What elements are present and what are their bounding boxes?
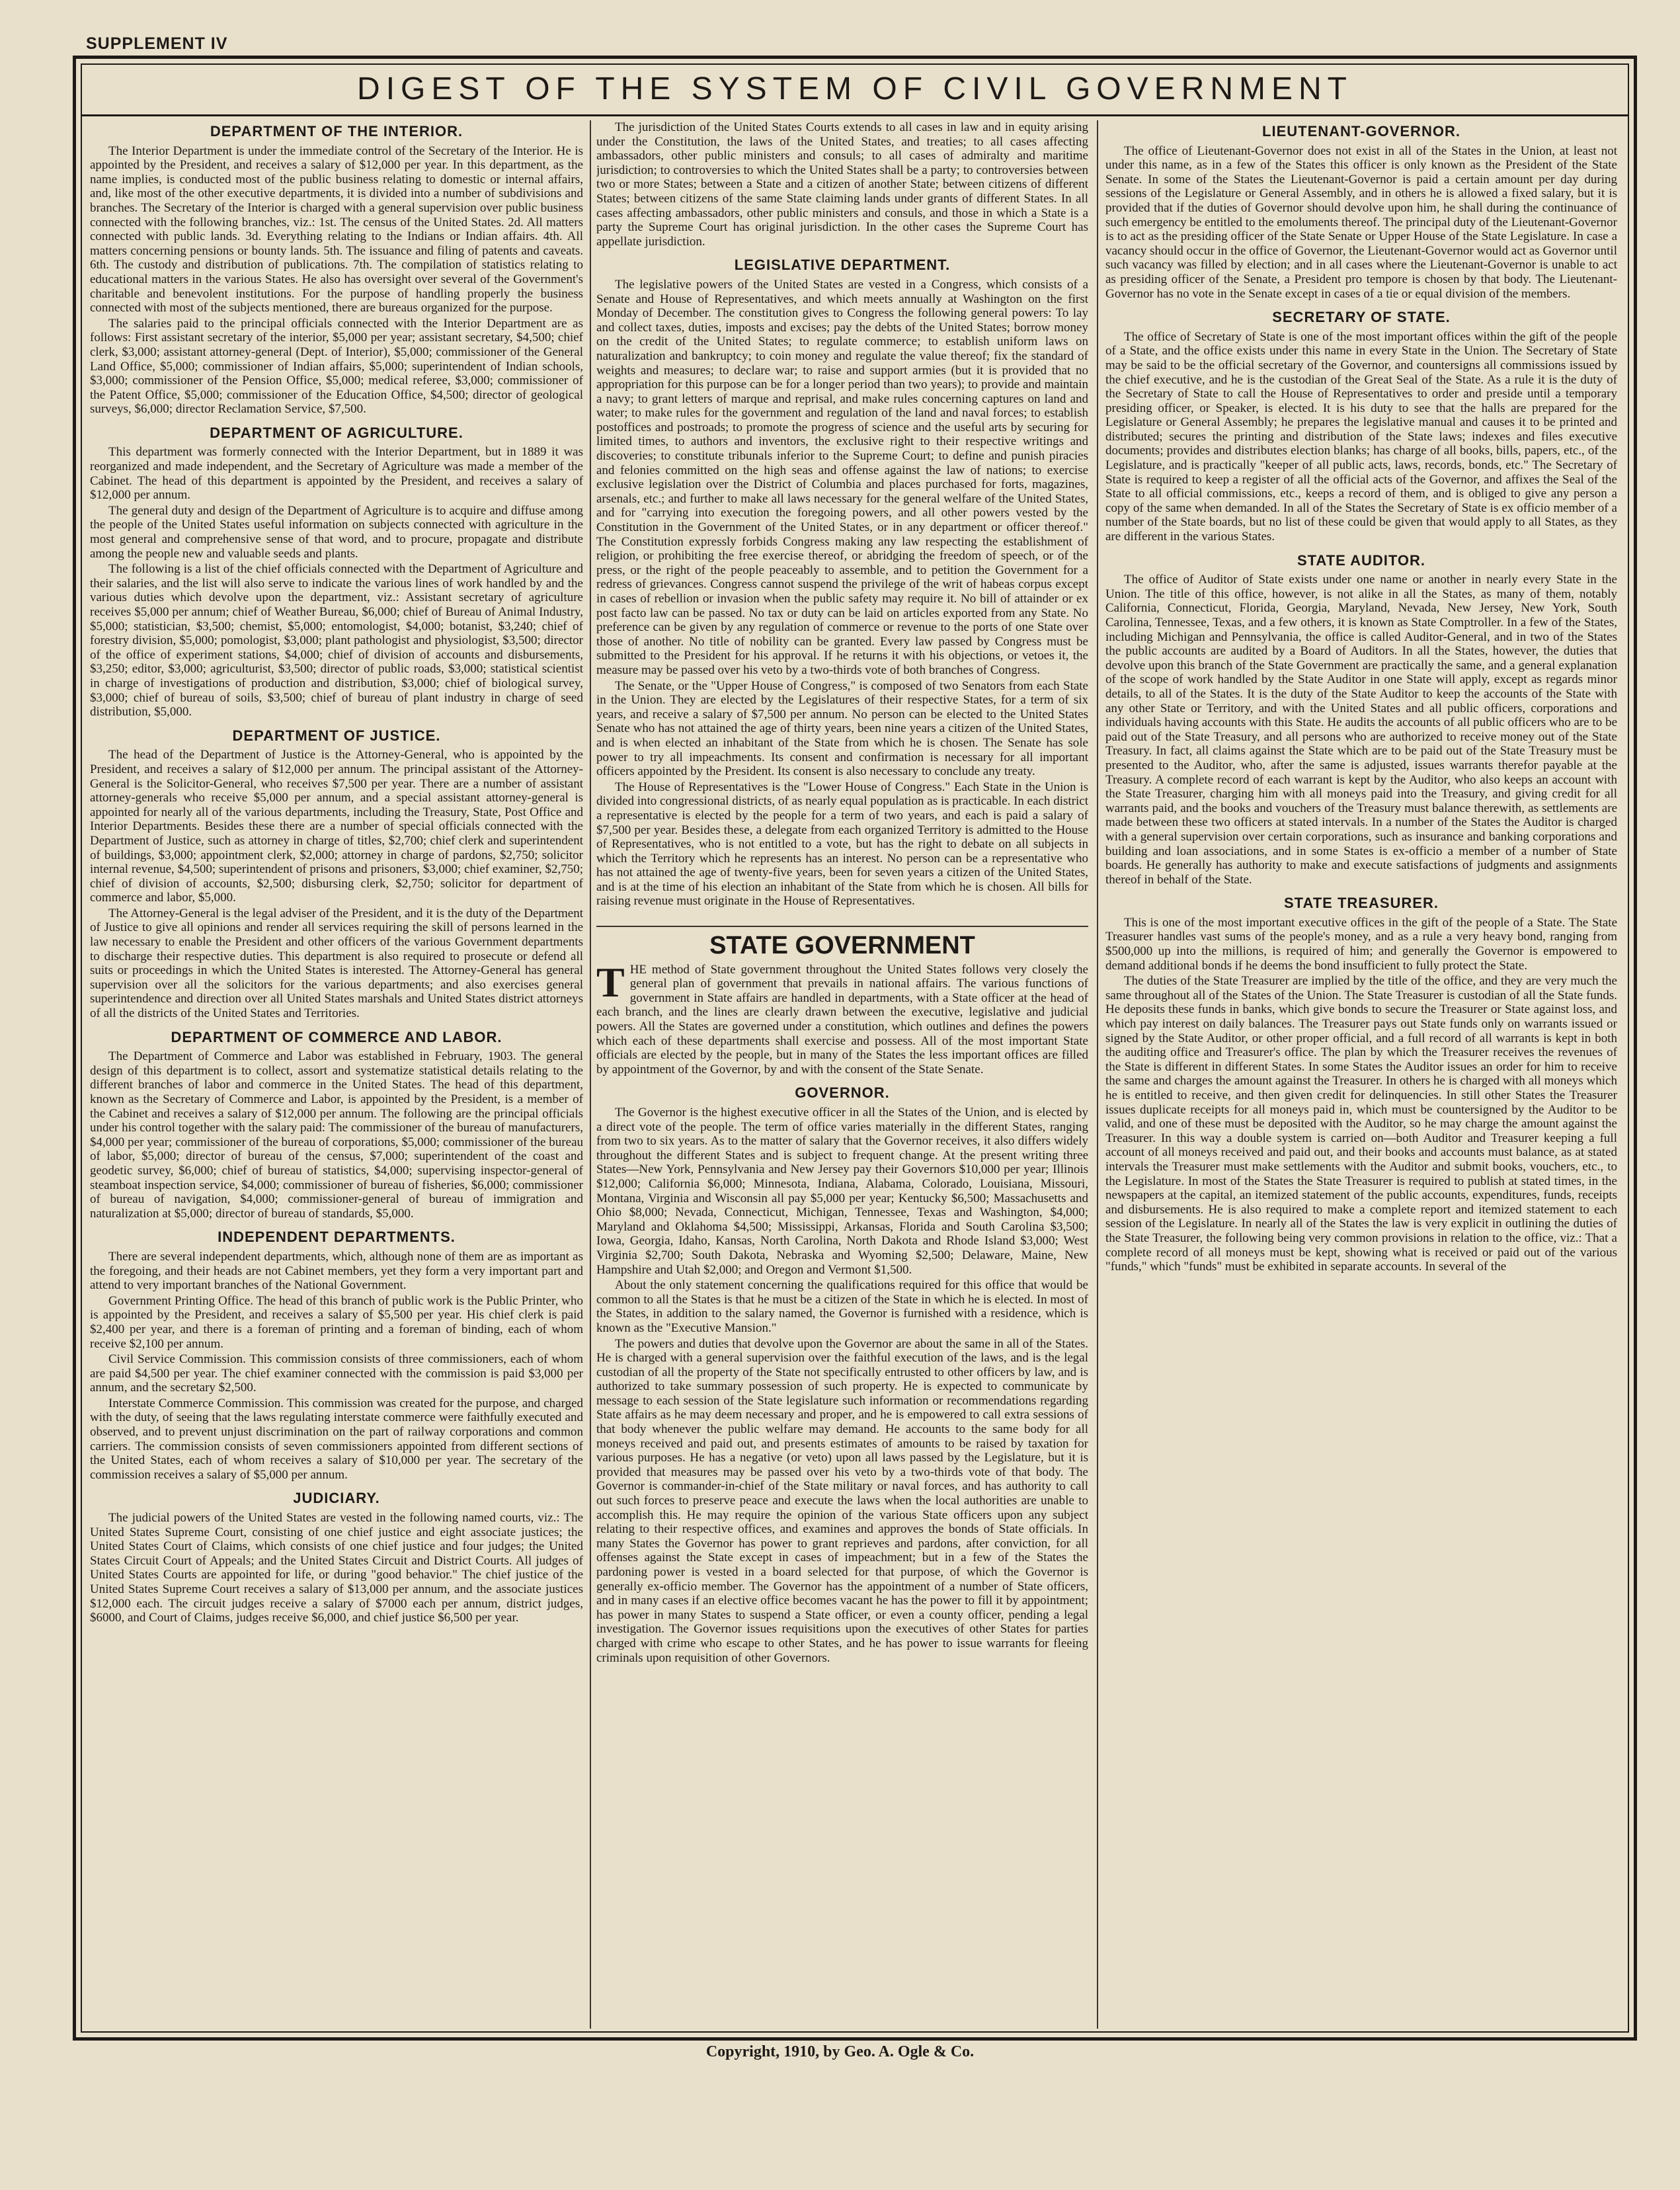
section-heading: LEGISLATIVE DEPARTMENT.: [734, 257, 951, 274]
section-legislative: [596, 258, 1088, 909]
section-interior: [90, 124, 583, 417]
paragraph: Government Printing Office. The head of this branch of public work is the Public Printer, who is appointed by the President, and receives a salary of $5,500 per year. His chief clerk is paid $2,400 per year, and there is a foreman of printing and a foreman of binding, each of whom receive $2,100 per annum.: [90, 1293, 583, 1351]
paragraph: The legislative powers of the United States are vested in a Congress, which consists of a Senate and House of Representatives, and which meets annually at Washington on the first Monday of December. The constitution gives to Congress the following general powers: To lay and collect taxes, duties, imposts and excises; pay the debts of the United States; borrow money on the credit of the United States; to regulate commerce; to establish uniform laws on naturalization and bankruptcy; to coin money and regulate the value thereof; fix the standard of weights and measures; to declare war; to raise and support armies (but it is provided that no appropriation for this purpose can be for a longer period than two years); to provide and maintain a navy; to grant letters of marque and reprisal, and make rules concerning captures on land and water; to make rules for the government and regulation of the land and naval forces; to establish postoffices and postroads; to promote the progress of science and the useful arts by securing for limited times, to authors and inventors, the exclusive right to their respective writings and discoveries; to constitute tribunals inferior to the Supreme Court; to define and punish piracies and felonies committed on the high seas and offense against the law of nations; to exercise exclusive legislation over the District of Columbia and places purchased for forts, magazines, arsenals, etc.; and further to make all laws necessary for the general welfare of the United States, and for "carrying into execution the foregoing powers, and all other powers vested by the Constitution in the Government of the United States, or in any department or officer thereof." The Constitution expressly forbids Congress making any law respecting the establishment of religion, or prohibiting the free exercise thereof, or abridging the freedom of speech, or of the press, or the right of the people peaceably to assemble, and to petition the Government for a redress of grievances. Congress cannot suspend the privilege of the writ of habeas corpus except in cases of rebellion or invasion when the public safety may require it. No bill of attainder or ex post facto law can be passed. No tax or duty can be laid on articles exported from any State. No preference can be given by any regulation of commerce or revenue to the ports of one State over those of another. No title of nobility can be granted. Every law passed by Congress must be submitted to the President for his approval. If he returns it with his objections, or vetoes it, the measure may be passed over his veto by a two-thirds vote of both branches of Congress.: [596, 277, 1088, 677]
paragraph: The head of the Department of Justice is the Attorney-General, who is appointed by the President, and receives a salary of $12,000 per annum. The principal assistant of the Attorney-General is the Solicitor-General, who receives $7,500 per year. There are a number of assistant attorney-generals who receive $5,000 per annum, and a special assistant attorney-general is appointed for nearly all of the various departments, including the Treasury, State, Post Office and Interior Departments. Besides these there are a number of special officials connected with the Department of Justice, such as attorney in charge of titles, $2,700; chief clerk and superintendent of buildings, $3,000; appointment clerk, $2,000; attorney in charge of pardons, $2,750; solicitor internal revenue, $4,500; superintendent of prisons and prisoners, $3,000; chief examiner, $2,750; chief of division of accounts, $2,500; disbursing clerk, $2,750; solicitor for department of commerce and labor, $5,000.: [90, 748, 583, 905]
column-rule: [590, 120, 591, 2029]
column-2: [596, 120, 1088, 2029]
paragraph: The House of Representatives is the "Lower House of Congress." Each State in the Union is divided into congressional districts, of as nearly equal population as is practicable. In each district a representative is elected by the people for a term of two years, and each is paid a salary of $7,500 per year. Besides these, a delegate from each organized Territory is admitted to the House of Representatives, who is not entitled to a vote, but has the right to debate on all subjects in which the Territory which he represents has an interest. No person can be a representative who has not attained the age of twenty-five years, been for seven years a citizen of the United States, and is at the time of his election an inhabitant of the State from which he is chosen. All bills for raising revenue must originate in the House of Representatives.: [596, 780, 1088, 909]
supplement-label: SUPPLEMENT IV: [86, 34, 228, 53]
paragraph-text: HE method of State government throughout the United States follows very closely the general plan of government that prevails in national affairs. The various functions of government in State affairs are handled in departments, with a State officer at the head of each branch, and the lines are clearly drawn between the executive, legislative and judicial powers. All the States are governed under a constitution, which outlines and defines the powers which each of these departments shall exercise and possess. All of the most important State officials are elected by the people, but in many of the States the less important offices are filled by appointment of the Governor, by and with the consent of the State Senate.: [596, 962, 1088, 1076]
drop-cap: T: [596, 958, 625, 1006]
paragraph: The duties of the State Treasurer are implied by the title of the office, and they are very much the same throughout all of the States of the Union. The State Treasurer is custodian of all the State funds. He deposits these funds in banks, which give bonds to secure the Treasurer or State against loss, and which pay interest on daily balances. The Treasurer pays out State funds only on warrants issued or signed by the State Auditor, or other proper official, and a full record of all warrants is kept in both the auditing office and Treasurer's office. The plan by which the Treasurer receives the revenues of the State is different in different States. In some States the Auditor issues an order for him to receive the same and charges the amount against the Treasurer. In others he is charged with all moneys which he is entitled to receive, and then given credit for delinquencies. In still other States the Treasurer issues duplicate receipts for all moneys paid in, which must be countersigned by the Auditor to be valid, and one of these must be deposited with the Auditor, so he may charge the amount against the Treasurer. In this way a double system is carried on—both Auditor and Treasurer keeping a full account of all moneys received and paid out, and their books and accounts must balance, as at stated intervals the Treasurer must make settlements with the Auditor and submit books, vouchers, etc., to the Legislature. In most of the States the State Treasurer is required to publish at stated times, in the newspapers at the capital, an itemized statement of the public accounts, expenditures, funds, receipts and disbursements. He is also required to make a complete report and itemized statement to each session of the Legislature. In nearly all of the States the law is very explicit in outlining the duties of the State Treasurer, the following being very common provisions in relation to the office, viz.: That a complete record of all moneys must be kept, showing what is received or paid out of the various "funds," which "funds" must be exhibited in separate accounts. In several of the: [1105, 974, 1617, 1274]
paragraph: This department was formerly connected with the Interior Department, but in 1889 it was reorganized and made independent, and the Secretary of Agriculture was made a member of the Cabinet. The head of this department is appointed by the President, and receives a salary of $12,000 per annum.: [90, 445, 583, 503]
paragraph: The salaries paid to the principal officials connected with the Interior Department are as follows: First assistant secretary of the interior, $5,000 per year; assistant secretary, $4,500; chief clerk, $3,000; assistant attorney-general (Dept. of Interior), $5,000; commissioner of the General Land Office, $5,000; commissioner of Indian affairs, $5,000; superintendent of Indian schools, $3,000; commissioner of the Pension Office, $5,000; medical referee, $3,000; commissioner of the Patent Office, $5,000; commissioner of the Education Office, $4,500; director of geological surveys, $6,000; director Reclamation Service, $7,500.: [90, 316, 583, 417]
section-heading: STATE TREASURER.: [1284, 895, 1439, 912]
column-rule: [1097, 120, 1098, 2029]
section-state-government: [596, 926, 1088, 1076]
paragraph: The Senate, or the "Upper House of Congress," is composed of two Senators from each State in the Union. They are elected by the Legislatures of their respective States, for a term of six years, and receive a salary of $7,500 per annum. No person can be elected to the United States Senate who has not attained the age of thirty years, been nine years a citizen of the United States, and is when elected an inhabitant of the State from which he is chosen. The Senate has sole power to try all impeachments. Its consent and confirmation is necessary for all important officers appointed by the President. Its consent is also necessary to conclude any treaty.: [596, 678, 1088, 779]
section-heading: JUDICIARY.: [293, 1490, 380, 1507]
section-heading: STATE AUDITOR.: [1297, 551, 1426, 569]
state-government-title: STATE GOVERNMENT: [596, 926, 1088, 953]
section-governor: [596, 1086, 1088, 1665]
section-heading: INDEPENDENT DEPARTMENTS.: [218, 1229, 456, 1246]
paragraph: The office of Secretary of State is one of the most important offices within the gift of the people of a State, and the office exists under this name in every State in the Union. The Secretary of State may be said to be the official secretary of the Governor, and countersigns all commissions issued by the chief executive, and he is the custodian of the Great Seal of the State. As a rule it is the duty of the Secretary of State to call the House of Representatives to order and preside until a temporary presiding officer, or Speaker, is elected. It is his duty to see that the halls are prepared for the Legislature or General Assembly; he prepares the legislative manual and causes it to be printed and distributed; secures the printing and distribution of the State laws; indexes and files executive documents; provides and distributes election blanks; has charge of all books, bills, papers, etc., of the Legislature, and is practically "keeper of all public acts, laws, records, bonds, etc." The Secretary of State is required to keep a register of all the official acts of the Governor, and affixes the Seal of the State to all official commissions, etc., keeps a record of them, and is obliged to give any person a copy of the same when demanded. In all of the States the Secretary of State is ex officio member of a number of the State boards, but no list of these could be given that would apply to all States, as they are different in the various States.: [1105, 329, 1617, 544]
paragraph: The following is a list of the chief officials connected with the Department of Agriculture and their salaries, and the list will also serve to indicate the various lines of work handled by and the various duties which devolve upon the department, viz.: Assistant secretary of agriculture receives $5,000 per annum; chief of Weather Bureau, $6,000; chief of Bureau of Animal Industry, $5,000; statistician, $3,500; chemist, $5,000; entomologist, $4,000; botanist, $3,240; chief of forestry division, $5,000; pomologist, $3,000; plant pathologist and physiologist, $3,500; director of the office of experiment stations, $4,000; chief of division of accounts and disbursements, $3,250; editor, $3,000; agriculturist, $3,500; director of public roads, $3,000; statistical scientist in charge of investigations of production and distribution, $3,000; chief of biological survey, $3,000; chief of bureau of soils, $3,500; chief of bureau of plant industry in charge of seed distribution, $5,000.: [90, 562, 583, 719]
section-heading: DEPARTMENT OF THE INTERIOR.: [210, 123, 463, 140]
section-independent: [90, 1230, 583, 1482]
paragraph: The office of Auditor of State exists under one name or another in nearly every State in the Union. The title of this office, however, is not alike in all the States, as many of them, notably California, Connecticut, Florida, Georgia, Maryland, Nevada, New Jersey, New York, South Carolina, Tennessee, Texas, and a few others, it is known as State Comptroller. In a few of the States, including Michigan and Pennsylvania, the office is called Auditor-General, and in two of the States the public accounts are audited by a Board of Auditors. In all the States, however, the duties that devolve upon this branch of the State Government are practically the same, and a general explanation of the scope of work handled by the State Auditor in one State will apply, except as regards minor details, to all of the States. It is the duty of the State Auditor to keep the accounts of the State with any other State or Territory, and with the United States and all public officers, corporations and individuals having accounts with this State. He audits the accounts of all public officers who are to be paid out of the State Treasury, and all persons who are authorized to receive money out of the State Treasury. In fact, all claims against the State which are to be paid out of the State Treasury must be presented to the Auditor, who, after the same is adjusted, issues warrants therefor payable at the Treasury. A complete record of each warrant is kept by the Auditor, who also keeps an account with the State Treasurer, charging him with all moneys paid into the Treasury, and giving credit for all warrants paid, and the books and vouchers of the Treasury must balance therewith, as settlements are made between these two officers at stated intervals. In a number of the States the Auditor is charged with a general supervision over certain corporations, such as insurance and banking corporations and building and loan associations, and in some States is ex-officio a member of a number of State boards. He generally has authority to make and execute satisfactions of judgments and assignments thereof in behalf of the State.: [1105, 573, 1617, 887]
paragraph: The office of Lieutenant-Governor does not exist in all of the States in the Union, at least not under this name, as in a few of the States this officer is only known as the President of the State Senate. In some of the States the Lieutenant-Governor is paid a certain amount per day during sessions of the Legislature or General Assembly, and in others he is allowed a fixed salary, but it is provided that if the duties of Governor should devolve upon him, he shall during the continuance of such emergency be entitled to the emoluments thereof. The principal duty of the Lieutenant-Governor is to act as the presiding officer of the State Senate or Upper House of the State Legislature. In case a vacancy should occur in the office of Governor, the Lieutenant-Governor would act as Governor until such vacancy was filled by election; and in all cases where the Lieutenant-Governor is unable to act as presiding officer of the Senate, a President pro tempore is chosen by that body. The Lieutenant-Governor has no vote in the Senate except in cases of a tie or equal division of the members.: [1105, 143, 1617, 301]
section-secretary-of-state: [1105, 310, 1617, 544]
section-judiciary-cont: [596, 120, 1088, 249]
section-heading: GOVERNOR.: [795, 1084, 890, 1102]
section-heading: DEPARTMENT OF COMMERCE AND LABOR.: [171, 1028, 502, 1045]
section-agriculture: [90, 426, 583, 719]
paragraph: Interstate Commerce Commission. This commission was created for the purpose, and charged with the duty, of seeing that the laws regulating interstate commerce were faithfully executed and observed, and to prevent unjust discrimination on the part of railway corporations and common carriers. The commission consists of seven commissioners appointed from different sections of the United States, each of whom receives a salary of $10,000 per year. The secretary of the commission receives a salary of $5,000 per annum.: [90, 1396, 583, 1482]
copyright-footer: Copyright, 1910, by Geo. A. Ogle & Co.: [705, 2043, 975, 2060]
column-1: [90, 120, 583, 2029]
section-justice: [90, 729, 583, 1021]
section-lieutenant-governor: [1105, 124, 1617, 301]
paragraph: Civil Service Commission. This commission consists of three commissioners, each of whom are paid $4,500 per year. The chief examiner connected with the commission is paid $3,000 per annum, and the secretary $2,500.: [90, 1352, 583, 1395]
section-state-treasurer: [1105, 896, 1617, 1274]
section-judiciary: [90, 1491, 583, 1625]
page-title: DIGEST OF THE SYSTEM OF CIVIL GOVERNMENT: [357, 71, 1353, 106]
section-state-auditor: [1105, 553, 1617, 887]
paragraph: This is one of the most important executive offices in the gift of the people of a State. The State Treasurer handles vast sums of the people's money, and as a rule a very heavy bond, ranging from $500,000 up into the millions, is required of him; and generally the Governor is empowered to demand additional bonds if he deems the bond insufficient to fully protect the State.: [1105, 915, 1617, 973]
section-heading: DEPARTMENT OF JUSTICE.: [232, 727, 441, 744]
section-heading: DEPARTMENT OF AGRICULTURE.: [210, 424, 463, 441]
paragraph: About the only statement concerning the qualifications required for this office that would be common to all the States is that he must be a citizen of the State in which he is elected. In most of the States, in addition to the salary named, the Governor is furnished with a residence, which is known as the "Executive Mansion.": [596, 1278, 1088, 1335]
section-heading: SECRETARY OF STATE.: [1272, 309, 1451, 326]
paragraph: [596, 958, 1088, 1077]
paragraph: The Department of Commerce and Labor was established in February, 1903. The general design of this department is to collect, assort and systematize statistical details relating to the different branches of labor and commerce in the United States. The head of this department, known as the Secretary of Commerce and Labor, is appointed by the President, is a member of the Cabinet and receives a salary of $12,000 per annum. The following are the principal officials under his control together with the salary paid: The commissioner of the bureau of manufacturers, $4,000 per year; commissioner of the bureau of corporations, $5,000; commissioner of the bureau of labor, $5,000; director of bureau of the census, $7,000; superintendent of the coast and geodetic survey, $6,000; chief of bureau of statistics, $4,000; supervising inspector-general of steamboat inspection service, $4,000; commissioner of bureau of fisheries, $6,000; commissioner of bureau of navigation, $4,000; commissioner-general of bureau of immigration and naturalization at $5,000; director of bureau of standards, $5,000.: [90, 1049, 583, 1221]
section-heading: LIEUTENANT-GOVERNOR.: [1262, 123, 1460, 140]
paragraph: The Governor is the highest executive officer in all the States of the Union, and is elected by a direct vote of the people. The term of office varies materially in the different States, ranging from two to six years. As to the matter of salary that the Governor receives, it also differs widely throughout the different States and is subject to frequent change. At the present writing three States—New York, Pennsylvania and New Jersey pay their Governors $10,000 per year; Illinois $12,000; California $6,000; Minnesota, Indiana, Alabama, Colorado, Louisiana, Missouri, Montana, Virginia and Wisconsin all pay $5,000 per year; Kentucky $6,500; Massachusetts and Ohio $8,000; Nevada, Connecticut, Michigan, Tennessee, Texas and Washington, $4,000; Maryland and Oklahoma $4,500; Mississippi, Arkansas, Florida and South Carolina $3,500; Iowa, Georgia, Idaho, Kansas, North Carolina, North Dakota and Rhode Island $3,000; West Virginia $2,700; South Dakota, Nebraska and Wyoming $2,500; Delaware, Maine, New Hampshire and Utah $2,000; and Oregon and Vermont $1,500.: [596, 1106, 1088, 1277]
paragraph: The powers and duties that devolve upon the Governor are about the same in all of the States. He is charged with a general supervision over the faithful execution of the laws, and is the legal custodian of all the property of the State not specifically entrusted to other officers by law, and is authorized to take summary possession of such property. He is expected to communicate by message to each session of the State legislature such information or recommendations regarding State affairs as he may deem necessary and proper, and he is empowered to call extra sessions of that body whenever the public welfare may demand. He accounts to the same body for all moneys received and paid out, and presents estimates of amounts to be raised by taxation for various purposes. He has a negative (or veto) upon all laws passed by the Legislature, but it is provided that measures may be passed over his veto by a two-thirds vote of that body. The Governor is commander-in-chief of the State military or naval forces, and has authority to call out such forces to preserve peace and execute the laws when the local authorities are unable to accomplish this. He may require the opinion of the various State officers upon any subject relating to their respective offices, and examines and approves the bonds of State officials. In many States the Governor has power to grant reprieves and pardons, after conviction, for all offenses against the State except in cases of impeachment; but in a few of the States the pardoning power is vested in a board selected for that purpose, of which the Governor is generally ex-officio member. The Governor has the appointment of a number of State officers, and in many cases if an elective office becomes vacant he has the power to fill it by appointment; has power in many States to suspend a State officer, or even a county officer, pending a legal investigation. The Governor issues requisitions upon the executives of other States for parties charged with crime who escape to other States, and he has power to issue warrants for fleeing criminals upon requisition of other Governors.: [596, 1336, 1088, 1665]
column-3: [1105, 120, 1617, 2029]
paragraph: The Interior Department is under the immediate control of the Secretary of the Interior. He is appointed by the President, and receives a salary of $12,000 per year. In this department, as the name implies, is conducted most of the public business relating to domestic or internal affairs, and, like most of the other executive departments, it is divided into a number of subdivisions and branches. The Secretary of the Interior is charged with a general supervision over public business connected with the following branches, viz.: 1st. The census of the United States. 2d. All matters connected with public lands. 3d. Everything relating to the Indians or Indian affairs. 4th. All matters concerning pensions or bounty lands. 5th. The issuance and filing of patents and caveats. 6th. The custody and distribution of publications. 7th. The compilation of statistics relating to educational matters in the various States. He also has oversight over several of the Government's charitable and benevolent institutions. For the purpose of handling properly the business connected with most of the subjects mentioned, there are bureaus organized for the purpose.: [90, 143, 583, 315]
paragraph: There are several independent departments, which, although none of them are as important as the foregoing, and their heads are not Cabinet members, yet they form a very important part and attend to very important branches of the National Government.: [90, 1249, 583, 1293]
paragraph: The Attorney-General is the legal adviser of the President, and it is the duty of the Department of Justice to give all opinions and render all services requiring the skill of persons learned in the law necessary to enable the President and other officers of the various Government departments to discharge their respective duties. This department is also required to prosecute or defend all suits or proceedings in which the United States is interested. The Attorney-General has general supervision over all the solicitors for the various departments; and also exercises general superintendence and direction over all United States marshals and United States district attorneys of all the districts of the United States and Territories.: [90, 906, 583, 1021]
masthead: [81, 63, 1629, 116]
section-commerce-labor: [90, 1030, 583, 1221]
paragraph: The general duty and design of the Department of Agriculture is to acquire and diffuse among the people of the United States useful information on subjects connected with agriculture in the most general and comprehensive sense of that word, and to procure, propagate and distribute among the people new and valuable seeds and plants.: [90, 503, 583, 561]
paragraph: The judicial powers of the United States are vested in the following named courts, viz.: The United States Supreme Court, consisting of one chief justice and eight associate justices; the United States Court of Claims, which consists of one chief justice and four judges; the United States Circuit Court of Appeals; and the United States Circuit and District Courts. All judges of United States Courts are appointed for life, or during "good behavior." The chief justice of the United States Supreme Court receives a salary of $13,000 per annum, and the associate justices $12,000 each. The circuit judges receive a salary of $7000 each per annum, district judges, $6000, and Court of Claims, judges receive $6,000, and chief justice $6,500 per year.: [90, 1511, 583, 1625]
paragraph: The jurisdiction of the United States Courts extends to all cases in law and in equity arising under the Constitution, the laws of the United States, and treaties; to all cases affecting ambassadors, other public ministers and consuls; to all cases of admiralty and maritime jurisdiction; to controversies to which the United States shall be a party; to controversies between two or more States; between a State and a citizen of another State; between citizens of different States; between citizens of the same State claiming lands under grants of different States. In all cases affecting ambassadors, other public ministers and consuls, and those in which a State is a party the Supreme Court has original jurisdiction. In the other cases the Supreme Court has appellate jurisdiction.: [596, 120, 1088, 249]
